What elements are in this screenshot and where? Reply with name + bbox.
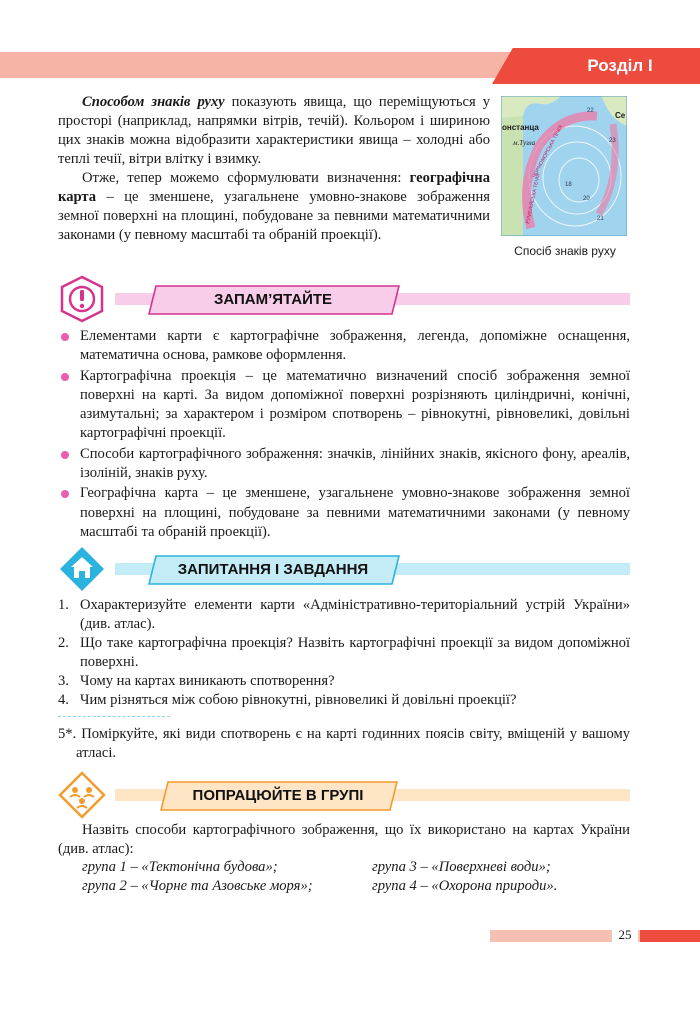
intro-p2-body: – це зменшене, узагальнене умовно-знакове зображення земної поверхні на площині, побудоване за певними математичними законами (у певному масштабі та обраній проекції). xyxy=(58,189,490,243)
intro-paragraph-1 xyxy=(58,93,490,169)
map-isoline-20: 20 xyxy=(583,196,590,202)
intro-p1-body: показують явища, що переміщуються у просторі (наприклад, напрямки вітрів, течій). Кольором і шириною цих знаків можна відобразити характеристики явища – холодні або теплі течії, вітри влітку і взимку. xyxy=(58,94,490,167)
question-item xyxy=(58,691,630,710)
map-label-tuzla: м.Тузла xyxy=(513,139,536,147)
group-intro xyxy=(58,821,630,859)
questions-list xyxy=(58,596,630,710)
map-current-rumelian: РУМЕЛІЙСЬКА ТЕЧІЯ xyxy=(525,172,542,225)
term-motion-signs: Способом знаків руху xyxy=(82,94,225,110)
motion-signs-map xyxy=(501,96,627,236)
group-item-3: група 3 – «Поверхневі води»; xyxy=(372,859,551,875)
question-text: Чим різняться між собою рівнокутні, рівновеликі й довільні проекції? xyxy=(80,692,517,708)
map-isoline-18: 18 xyxy=(565,182,572,188)
question-number: 1. xyxy=(58,597,69,613)
question-item xyxy=(58,634,630,672)
map-isoline-21: 21 xyxy=(597,216,604,222)
remember-item: Елементами карти є картографічне зображення, легенда, допоміжне оснащення, математична основа, рамкове оформлення. xyxy=(58,327,630,366)
divider xyxy=(58,716,170,717)
group-item-4: група 4 – «Охорона природи». xyxy=(372,878,558,894)
question-item xyxy=(58,672,630,691)
group-title: ПОПРАЦЮЙТЕ В ГРУПІ xyxy=(192,787,364,804)
group-item-1: група 1 – «Тектонічна будова»; xyxy=(82,859,278,875)
map-current-black-sea: ЧОРНОМОРСЬКА ТЕЧІЯ xyxy=(531,124,565,179)
intro-paragraph-2 xyxy=(58,169,490,245)
question-number: 3. xyxy=(58,673,69,689)
term-geographic-map: географічна карта xyxy=(58,170,490,205)
intro-p2-start: Отже, тепер можемо сформулювати визначення: xyxy=(82,170,410,186)
figure-caption: Спосіб знаків руху xyxy=(514,244,616,258)
map-label-east: Се xyxy=(615,111,626,120)
question-text: Чому на картах виникають спотворення? xyxy=(80,673,335,689)
remember-item: Географічна карта – це зменшене, узагальнене умовно-знакове зображення земної поверхні на площині, побудоване за певними математичними законами (у певному масштабі та обраній проекції). xyxy=(58,484,630,542)
questions-title: ЗАПИТАННЯ І ЗАВДАННЯ xyxy=(177,561,369,578)
group-item-2: група 2 – «Чорне та Азовське моря»; xyxy=(82,878,313,894)
section-label: Розділ I xyxy=(587,56,653,75)
footer-tab xyxy=(640,930,700,942)
remember-item: Способи картографічного зображення: значків, лінійних знаків, якісного фону, ареалів, ізоліній, знаків руху. xyxy=(58,445,630,484)
remember-list xyxy=(58,327,630,543)
question-text: Охарактеризуйте елементи карти «Адміністративно-територіальний устрій України» (див. атлас). xyxy=(80,597,630,632)
map-isoline-23: 23 xyxy=(609,138,616,144)
question-extra: 5*. Поміркуйте, які види спотворень є на карті годинних поясів світу, вміщеній у вашому атласі. xyxy=(58,726,630,761)
map-label-constanta: онстанца xyxy=(502,123,539,132)
intro-text xyxy=(58,93,490,245)
question-number: 4. xyxy=(58,692,69,708)
question-item xyxy=(58,596,630,634)
exclamation-icon xyxy=(58,275,106,323)
question-text: Що таке картографічна проекція? Назвіть картографічні проекції за видом допоміжної поверхні. xyxy=(80,635,630,670)
remember-item: Картографічна проекція – це математично визначений спосіб зображення земної поверхні на карті. За видом допоміжної поверхні розрізняють циліндричні, конічні, азимутальні; за характером і розміром спотворень – рівнокутні, рівновеликі, довільні картографічні проекції. xyxy=(58,367,630,444)
page-number: 25 xyxy=(612,927,638,943)
group-intro-text: Назвіть способи картографічного зображення, що їх використано на картах України (див. атлас): xyxy=(58,822,630,857)
remember-title: ЗАПАМ’ЯТАЙТЕ xyxy=(213,291,333,308)
house-icon xyxy=(58,545,106,593)
question-number: 2. xyxy=(58,635,69,651)
map-isoline-22: 22 xyxy=(587,108,594,114)
group-icon xyxy=(58,771,106,819)
